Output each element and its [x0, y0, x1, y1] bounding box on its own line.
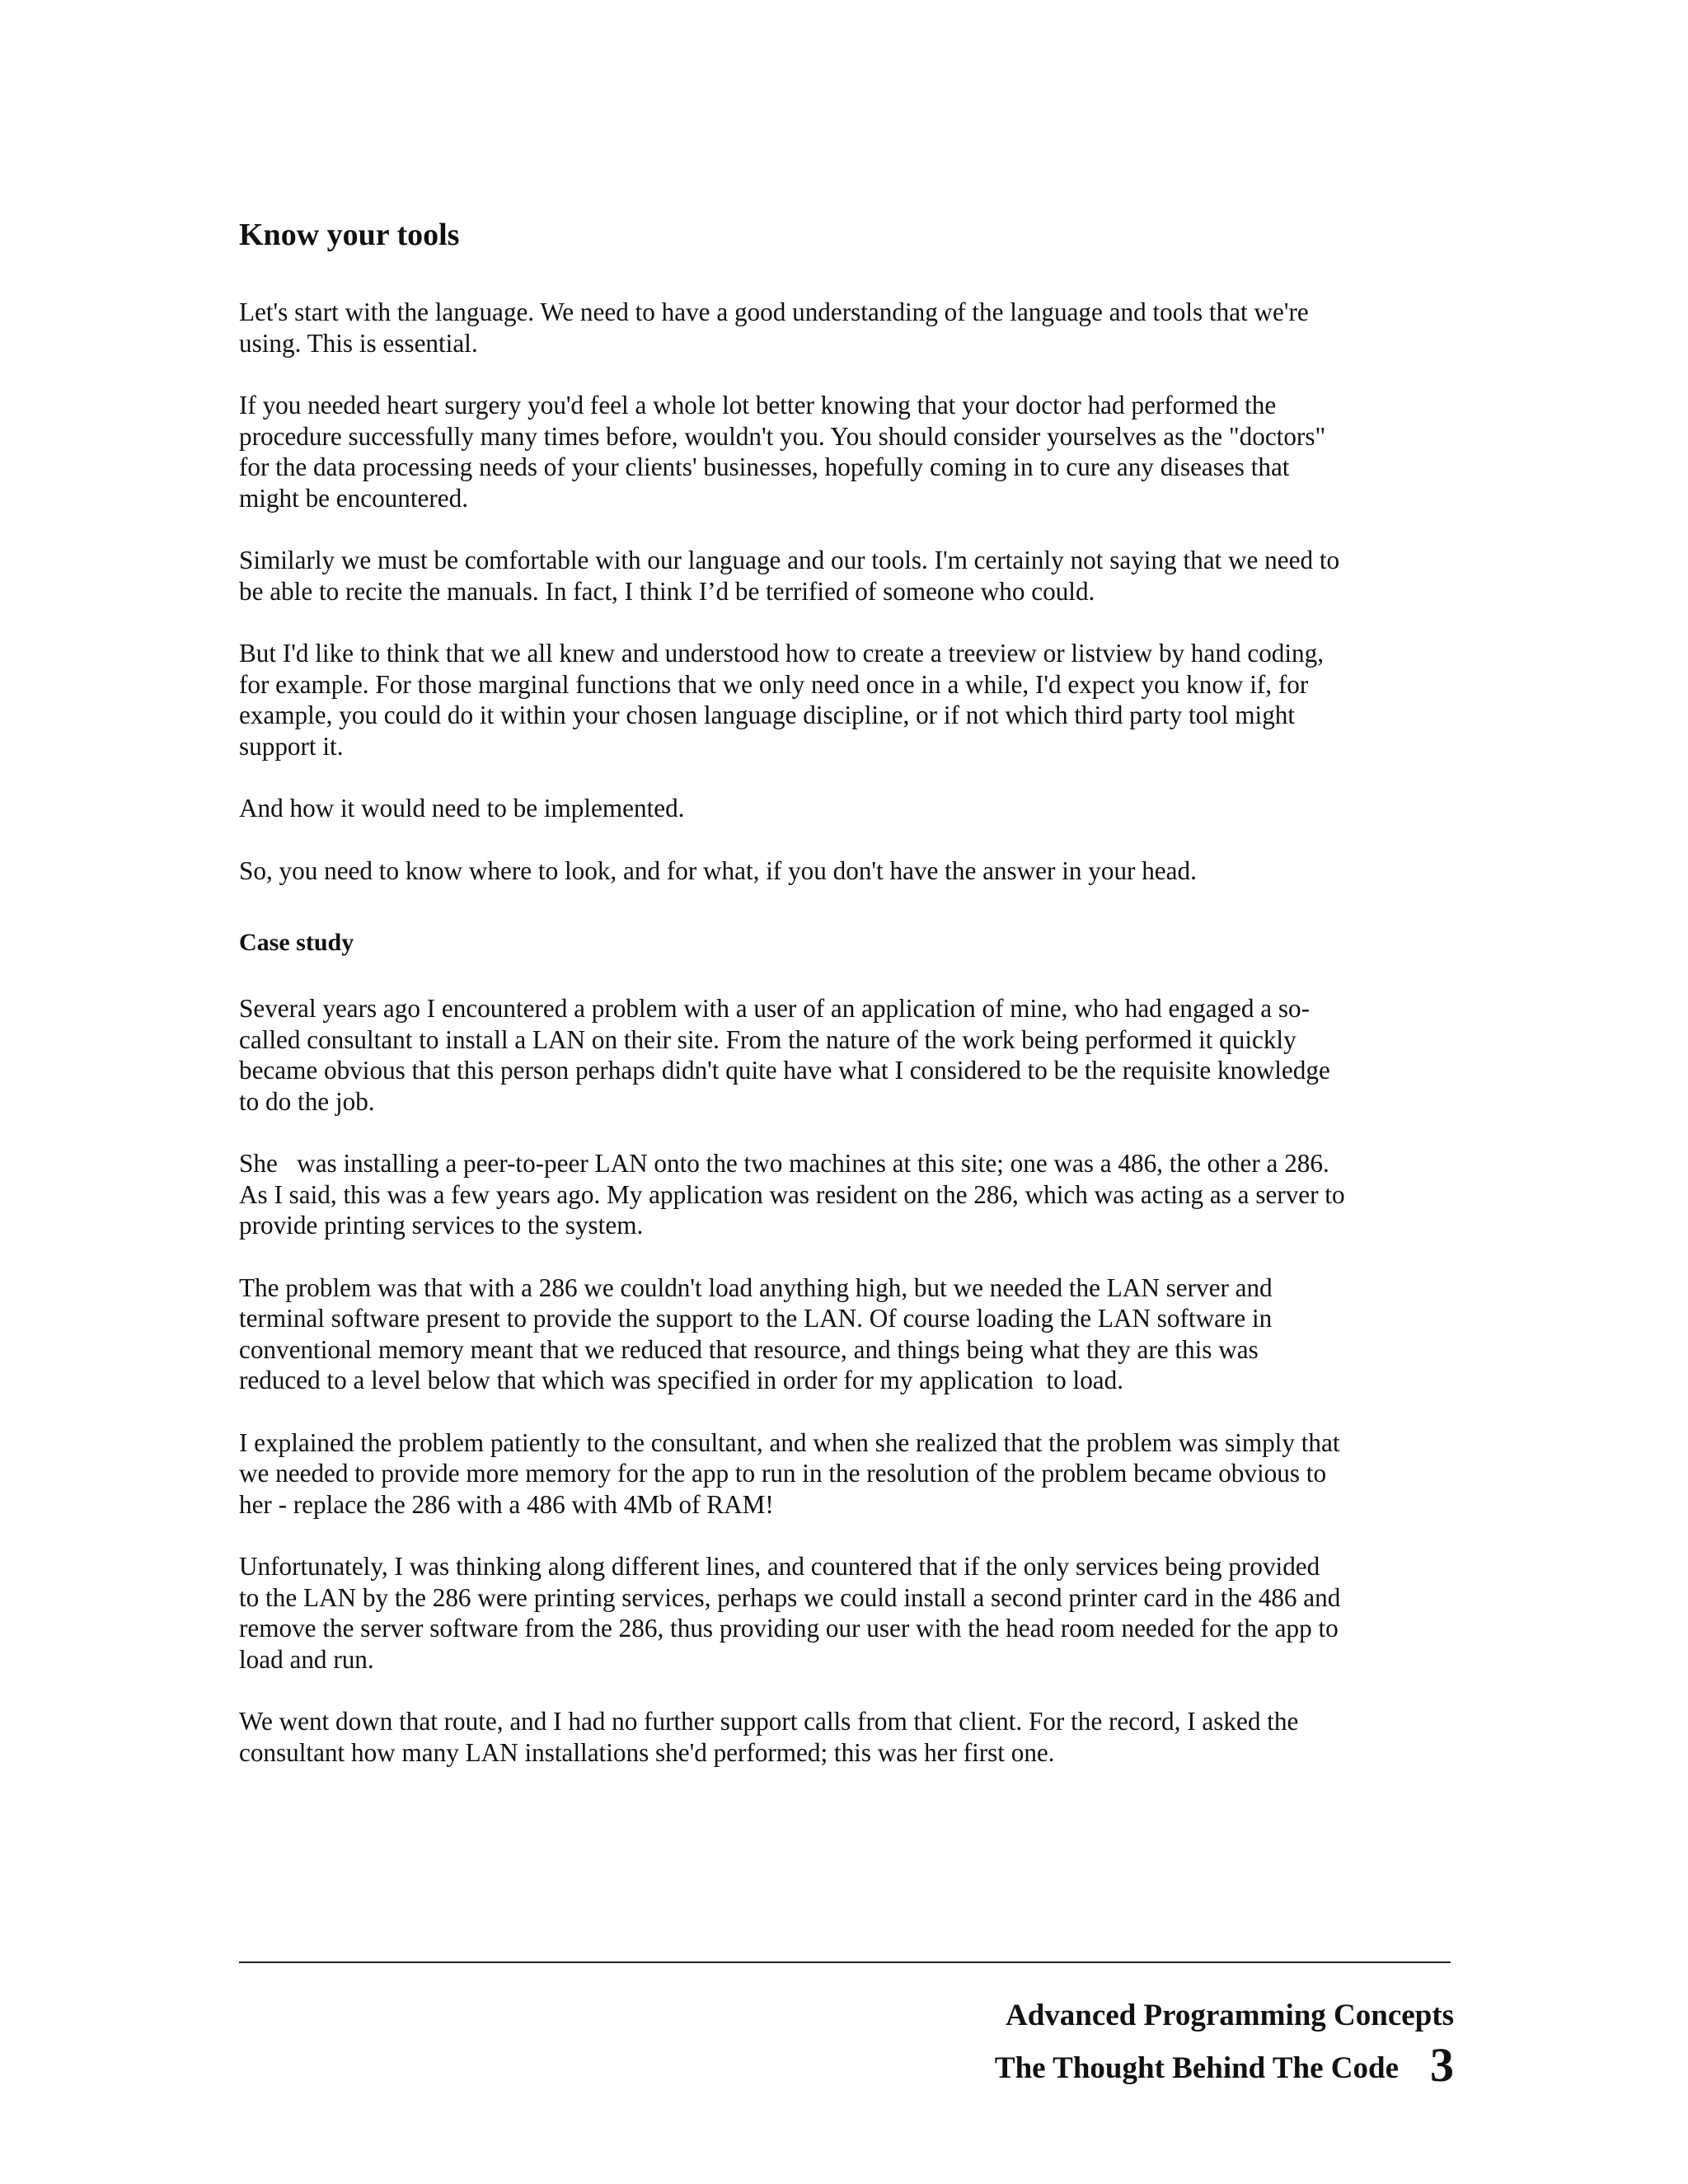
- paragraph-line: But I'd like to think that we all knew and understood how to create a treeview or listview by hand coding,: [239, 639, 1325, 668]
- paragraph-line: Let's start with the language. We need to have a good understanding of the language and tools that we're: [239, 298, 1309, 326]
- section-body: [239, 297, 1451, 886]
- paragraph-line: consultant how many LAN installations she'd performed; this was her first one.: [239, 1737, 1055, 1767]
- paragraph: [239, 390, 1451, 513]
- paragraph-line: we needed to provide more memory for the app to run in the resolution of the problem became obvious to: [239, 1459, 1327, 1488]
- paragraph-line: reduced to a level below that which was specified in order for my application to load.: [239, 1366, 1124, 1394]
- paragraph-line: using. This is essential.: [239, 328, 478, 358]
- paragraph: [239, 545, 1451, 607]
- paragraph-line: be able to recite the manuals. In fact, I think I’d be terrified of someone who could.: [239, 576, 1095, 606]
- paragraph: [239, 297, 1451, 359]
- footer-divider: [239, 1961, 1451, 1963]
- paragraph-line: provide printing services to the system.: [239, 1211, 644, 1240]
- paragraph: [239, 1551, 1451, 1675]
- paragraph: [239, 993, 1451, 1117]
- paragraph-line: her - replace the 286 with a 486 with 4Mb of RAM!: [239, 1489, 774, 1519]
- paragraph-line: We went down that route, and I had no further support calls from that client. For the record, I asked the: [239, 1707, 1299, 1736]
- paragraph: [239, 1427, 1451, 1521]
- footer-book-title: Advanced Programming Concepts: [1005, 1999, 1454, 2032]
- paragraph: [239, 638, 1451, 762]
- paragraph-line: As I said, this was a few years ago. My application was resident on the 286, which was acting as a server to: [239, 1179, 1345, 1209]
- paragraph-line: might be encountered.: [239, 483, 468, 513]
- paragraph-line: example, you could do it within your chosen language discipline, or if not which third party tool might: [239, 701, 1296, 729]
- paragraph-line: procedure successfully many times before, wouldn't you. You should consider yourselves as the "doctors": [239, 421, 1326, 451]
- paragraph-line: conventional memory meant that we reduced that resource, and things being what they are this was: [239, 1334, 1259, 1364]
- paragraph-line: I explained the problem patiently to the consultant, and when she realized that the problem was simply that: [239, 1427, 1340, 1457]
- footer-subtitle-row: [994, 2038, 1454, 2093]
- page-footer: [995, 1996, 1454, 2093]
- subsection-title: Case study: [239, 929, 354, 956]
- paragraph-line: Unfortunately, I was thinking along different lines, and countered that if the only services being provided: [239, 1552, 1320, 1581]
- paragraph: [239, 793, 1451, 824]
- paragraph-line: load and run.: [239, 1644, 374, 1674]
- section-title: Know your tools: [239, 218, 460, 252]
- paragraph: [239, 1706, 1451, 1768]
- footer-subtitle: The Thought Behind The Code: [994, 2051, 1399, 2085]
- paragraph-line: became obvious that this person perhaps didn't quite have what I considered to be the requisite knowledge: [239, 1056, 1330, 1085]
- page-number: 3: [1430, 2038, 1454, 2092]
- paragraph-line: She was installing a peer-to-peer LAN onto the two machines at this site; one was a 486, the other a 286.: [239, 1149, 1329, 1178]
- paragraph-line: Similarly we must be comfortable with our language and our tools. I'm certainly not saying that we need to: [239, 546, 1340, 574]
- paragraph-line: The problem was that with a 286 we couldn't load anything high, but we needed the LAN server and: [239, 1272, 1273, 1302]
- paragraph-line: If you needed heart surgery you'd feel a whole lot better knowing that your doctor had performed the: [239, 391, 1277, 419]
- spacer: [239, 917, 1451, 927]
- paragraph-line: called consultant to install a LAN on their site. From the nature of the work being performed it quickly: [239, 1024, 1296, 1054]
- subsection-body: [239, 993, 1451, 1768]
- main-content: [239, 216, 1451, 1799]
- paragraph-line: Several years ago I encountered a problem with a user of an application of mine, who had engaged a so-: [239, 994, 1311, 1023]
- paragraph-line: for example. For those marginal functions that we only need once in a while, I'd expect you know if, for: [239, 669, 1309, 699]
- paragraph: [239, 855, 1451, 887]
- paragraph-line: for the data processing needs of your clients' businesses, hopefully coming in to cure any diseases that: [239, 452, 1290, 481]
- paragraph-line: remove the server software from the 286, thus providing our user with the head room needed for the app to: [239, 1614, 1339, 1643]
- paragraph-line: And how it would need to be implemented.: [239, 794, 685, 823]
- paragraph-line: terminal software present to provide the support to the LAN. Of course loading the LAN software in: [239, 1304, 1273, 1333]
- paragraph-line: to the LAN by the 286 were printing services, perhaps we could install a second printer card in the 486 and: [239, 1582, 1341, 1612]
- paragraph: [239, 1272, 1451, 1396]
- paragraph-line: So, you need to know where to look, and for what, if you don't have the answer in your head.: [239, 855, 1197, 885]
- paragraph-line: to do the job.: [239, 1086, 375, 1116]
- paragraph: [239, 1148, 1451, 1241]
- paragraph-line: support it.: [239, 731, 344, 761]
